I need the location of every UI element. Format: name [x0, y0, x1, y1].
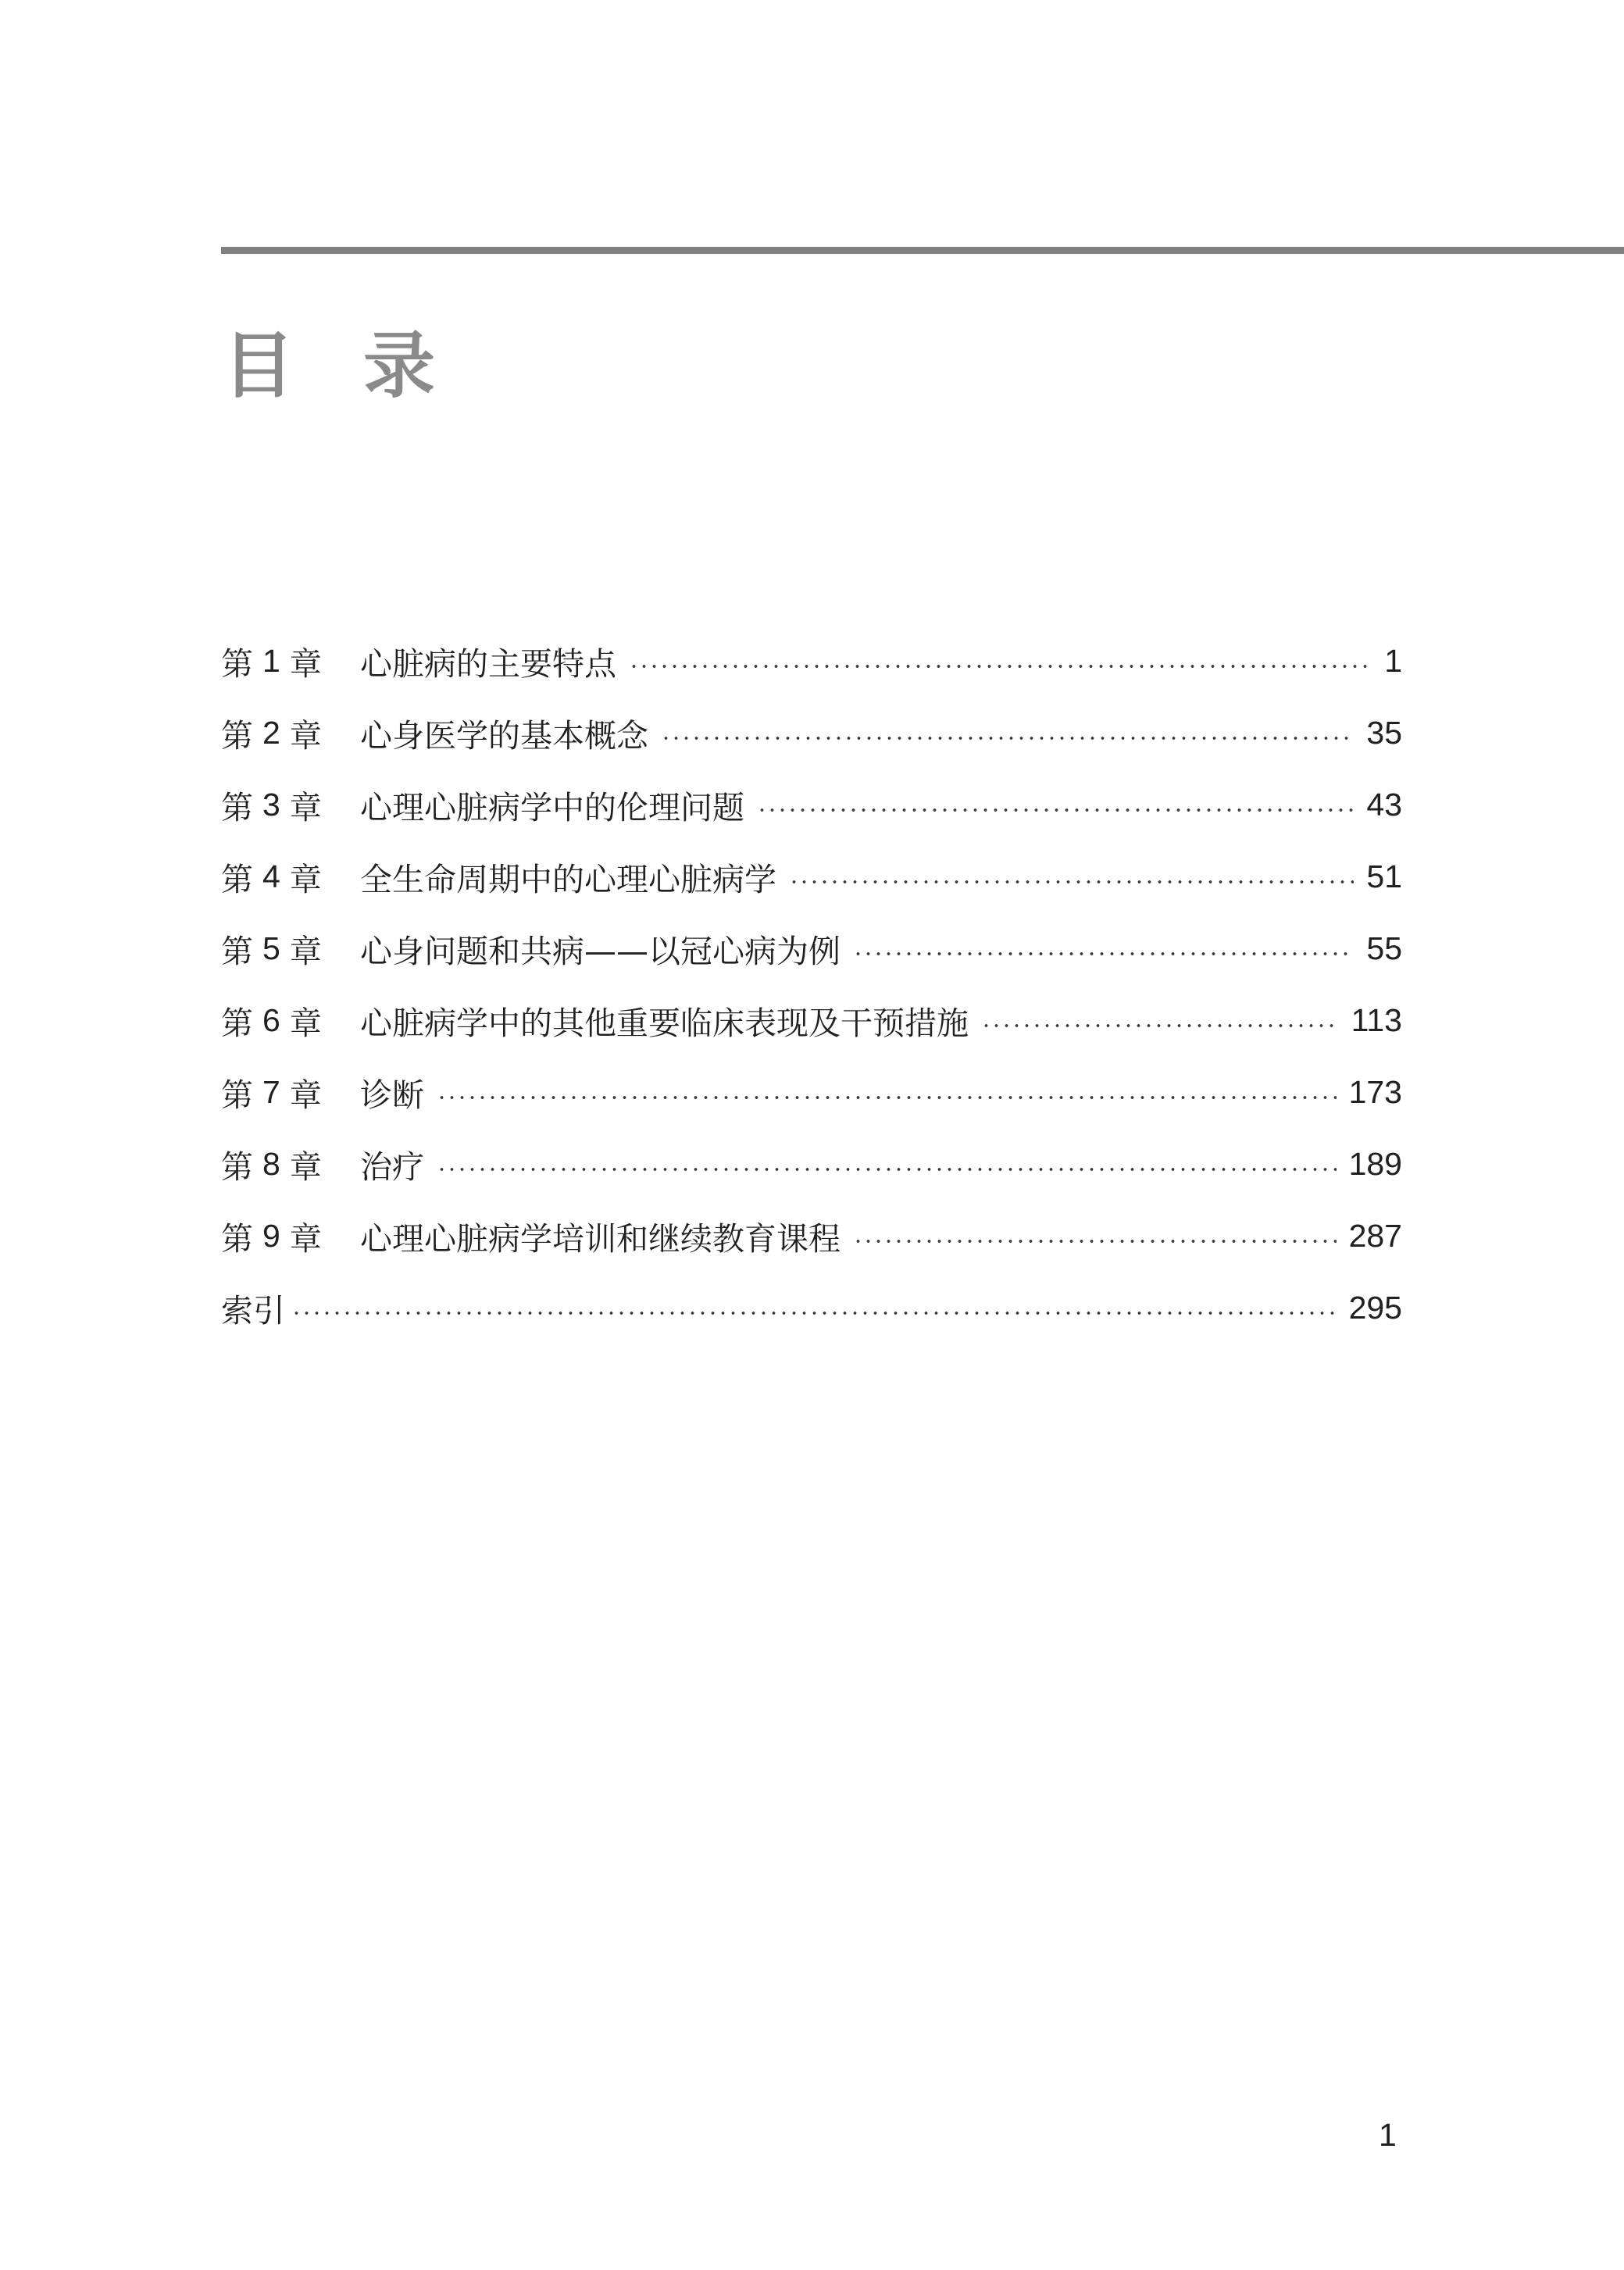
chapter-num: 3 [262, 786, 280, 823]
chapter-page: 55 [1366, 930, 1402, 966]
chapter-page: 43 [1366, 786, 1402, 823]
chapter-title: 全生命周期中的心理心脏病学 [360, 860, 776, 898]
page-title-char-1: 目 [223, 323, 295, 408]
toc-entry-chapter-5[interactable] [221, 912, 1402, 984]
chapter-page: 113 [1351, 1001, 1402, 1038]
toc-entry-chapter-9[interactable] [221, 1200, 1402, 1272]
chapter-number [221, 782, 360, 828]
chapter-suffix: 章 [289, 1219, 322, 1258]
toc-entry-chapter-1[interactable] [221, 625, 1402, 697]
chapter-num: 5 [262, 930, 280, 966]
chapter-prefix: 第 [221, 932, 253, 970]
index-page: 295 [1348, 1289, 1402, 1326]
dot-leader [853, 1239, 1337, 1244]
chapter-number [221, 710, 360, 756]
chapter-number [221, 638, 360, 684]
dot-leader [437, 1167, 1337, 1172]
toc-entry-chapter-8[interactable] [221, 1128, 1402, 1200]
chapter-page: 189 [1348, 1145, 1402, 1182]
chapter-num: 8 [262, 1145, 280, 1182]
chapter-prefix: 第 [221, 716, 253, 755]
chapter-num: 7 [262, 1073, 280, 1110]
chapter-prefix: 第 [221, 1147, 253, 1186]
toc-entry-chapter-4[interactable] [221, 841, 1402, 912]
chapter-prefix: 第 [221, 1004, 253, 1042]
chapter-number [221, 1069, 360, 1115]
chapter-page: 287 [1348, 1217, 1402, 1254]
dot-leader [981, 1023, 1339, 1028]
chapter-prefix: 第 [221, 860, 253, 898]
dot-leader [853, 951, 1354, 956]
chapter-page: 1 [1384, 642, 1402, 679]
chapter-suffix: 章 [289, 1004, 322, 1042]
chapter-prefix: 第 [221, 644, 253, 683]
chapter-title: 治疗 [360, 1147, 424, 1186]
dot-leader [757, 808, 1354, 812]
toc-entry-chapter-7[interactable] [221, 1056, 1402, 1128]
chapter-suffix: 章 [289, 1076, 322, 1114]
chapter-suffix: 章 [289, 788, 322, 826]
chapter-title: 心身问题和共病——以冠心病为例 [360, 932, 841, 970]
table-of-contents [221, 625, 1402, 1344]
chapter-number [221, 1213, 360, 1259]
chapter-number [221, 1141, 360, 1187]
chapter-number [221, 854, 360, 900]
chapter-num: 9 [262, 1217, 280, 1254]
chapter-num: 2 [262, 714, 280, 751]
chapter-suffix: 章 [289, 932, 322, 970]
dot-leader [629, 664, 1372, 669]
chapter-number [221, 998, 360, 1044]
chapter-num: 1 [262, 642, 280, 679]
index-title: 索引 [221, 1291, 285, 1330]
page-number: 1 [1379, 2117, 1397, 2153]
toc-entry-chapter-2[interactable] [221, 697, 1402, 769]
toc-entry-chapter-6[interactable] [221, 984, 1402, 1056]
chapter-title: 心脏病的主要特点 [360, 644, 616, 683]
chapter-number [221, 926, 360, 972]
top-rule [221, 247, 1624, 254]
chapter-prefix: 第 [221, 1076, 253, 1114]
dot-leader [789, 880, 1354, 884]
toc-entry-index[interactable] [221, 1272, 1402, 1344]
chapter-suffix: 章 [289, 644, 322, 683]
chapter-title: 心理心脏病学培训和继续教育课程 [360, 1219, 841, 1258]
page-title-char-2: 录 [363, 323, 436, 408]
chapter-prefix: 第 [221, 788, 253, 826]
chapter-prefix: 第 [221, 1219, 253, 1258]
chapter-suffix: 章 [289, 1147, 322, 1186]
chapter-suffix: 章 [289, 860, 322, 898]
toc-entry-chapter-3[interactable] [221, 769, 1402, 841]
page-title [223, 323, 435, 409]
dot-leader [291, 1311, 1337, 1315]
dot-leader [661, 736, 1354, 741]
chapter-title: 诊断 [360, 1076, 424, 1114]
chapter-title: 心理心脏病学中的伦理问题 [360, 788, 744, 826]
chapter-title: 心脏病学中的其他重要临床表现及干预措施 [360, 1004, 969, 1042]
chapter-title: 心身医学的基本概念 [360, 716, 648, 755]
chapter-num: 4 [262, 858, 280, 894]
chapter-page: 35 [1366, 714, 1402, 751]
chapter-page: 51 [1366, 858, 1402, 894]
chapter-suffix: 章 [289, 716, 322, 755]
chapter-num: 6 [262, 1001, 280, 1038]
dot-leader [437, 1095, 1337, 1100]
chapter-page: 173 [1348, 1073, 1402, 1110]
